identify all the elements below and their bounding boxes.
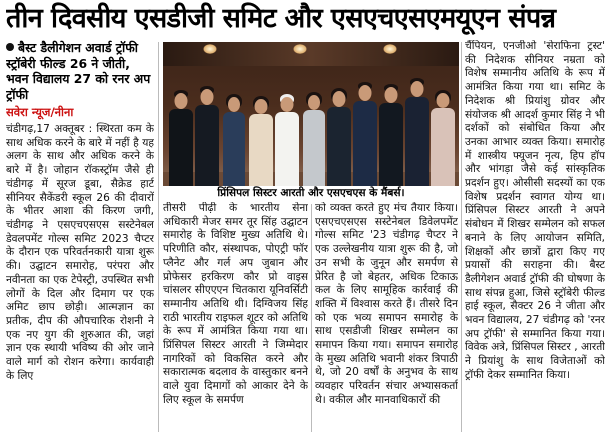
stage-light-icon (203, 44, 217, 54)
subheadline-text: बैस्ट डैलीगेशन अवार्ड ट्रॉफी स्ट्रॉबेरी फील्ड 26 ने जीती, भवन विद्यालय 27 को रनर अप ट्रॉफी (6, 40, 151, 102)
headline: तीन दिवसीय एसडीजी समिट और एसएचएसएमयूएन संपन्न (6, 3, 556, 34)
column-divider (311, 204, 312, 432)
person-figure (379, 84, 403, 186)
person-figure (195, 86, 219, 186)
person-figure (353, 82, 377, 186)
article-column-4 (465, 40, 605, 432)
person-figure (303, 92, 325, 186)
person-figure (405, 78, 429, 186)
person-figure (169, 90, 193, 186)
article-body-left: चंडीगढ़,17 अक्तूबर : स्थिरता कम के साथ अधिक करने के बारे में नहीं है यह अलग के साथ और अधिक करने के बारे में है। जोहान रॉकस्ट्रॉम जैसे ही चंडीगढ़ में सूरज डूबा, सैक्रेड हार्ट सीनियर सैकेंडरी स्कूल 26 की दीवारों के भीतर आशा की किरण जगी, चंडीगढ़ ने एसएचएसएस सस्टेनेबल डेवलपमेंट गोल्स समिट 2023 चैप्टर के दौरान एक परिवर्तनकारी यात्रा शुरू की। उद्घाटन समारोह, परंपरा और नवीनता का एक टेपेस्ट्री, उपस्थित सभी लोगों के दिल और दिमाग पर एक अमिट छाप छोड़ी। आत्मज्ञान का प्रतीक, दीप की औपचारिक रोशनी ने एक नए युग की शुरुआत की, जहां ज्ञान एक स्थायी भविष्य की ओर जाने वाले मार्ग को रोशन करेगा। कार्यवाही के लिए (6, 123, 154, 382)
person-figure (249, 96, 273, 186)
stage-light-icon (293, 44, 307, 54)
left-column (6, 40, 154, 432)
byline: सवेरा न्यूज/नीना (6, 105, 74, 120)
event-photo (163, 42, 459, 186)
person-figure (275, 94, 299, 186)
bullet-icon (6, 43, 14, 51)
article-body-right: चैंपियन, एनजीओ 'सेराफिना ट्रस्ट' की निदेशक सीनियर नम्रता को विशेष सम्मानीय अतिथि के रूप में आमंत्रित किया गया था। समिट के निदेशक श्री प्रियांशु ग्रोवर और संयोजक श्री आदर्श कुमार सिंह ने भी दर्शकों को संबोधित किया और उनका आभार व्यक्त किया। समारोह में शास्त्रीय फ्यूजन नृत्य, हिप हॉप और भांगड़ा जैसे कई सांस्कृतिक प्रदर्शन हुए। ओसीसी सदस्यों का एक विशेष प्रदर्शन स्वागत योग्य था। प्रिंसिपल सिस्टर आरती ने अपने संबोधन में शिखर सम्मेलन को सफल बनाने के लिए आयोजन समिति, शिक्षकों और छात्रों द्वारा किए गए प्रयासों की सराहना की। बैस्ट डैलीगेशन अवार्ड ट्रॉफी की घोषणा के साथ संपन्न हुआ, जिसे स्ट्रॉबेरी फील्ड हाई स्कूल, सैक्टर 26 ने जीता और भवन विद्यालय, 27 चंडीगढ़ को 'रनर अप ट्रॉफी' से सम्मानित किया गया। विवेक अत्रे, प्रिंसिपल सिस्टर , आरती ने प्रियांशु के साथ विजेताओं को ट्रॉफी देकर सम्मानित किया। (465, 40, 605, 381)
article-body-mid2: को व्यक्त करते हुए मंच तैयार किया। एसएचएसएस सस्टेनेबल डिवेलपमेंट गोल्स समिट '23 चंडीगढ़ चैप्टर ने एक उल्लेखनीय यात्रा शुरू की है, जो उन सभी के जुनून और समर्पण से प्रेरित है जो बेहतर, अधिक टिकाऊ कल के लिए सामूहिक कार्रवाई की शक्ति में विश्वास करते हैं। तीसरे दिन को एक भव्य समापन समारोह के साथ एसडीजी शिखर सम्मेलन का समापन किया गया। समापन समारोह के मुख्य अतिथि भवानी शंकर त्रिपाठी थे, जो 20 वर्षों के अनुभव के साथ व्यवहार परिवर्तन संचार अभ्यासकर्ता थे। वकील और मानवाधिकारों की (315, 202, 458, 406)
person-figure (431, 90, 455, 186)
article-body-mid1: तीसरी पीढ़ी के भारतीय सेना अधिकारी मेजर समर तूर सिंह उद्घाटन समारोह के विशिष्ट मुख्य अतिथि थे। परिणीति कौर, संस्थापक, पोएट्री फॉर प्लैनेट और गर्ल अप जुबान और प्रोफेसर हरकिरण कौर प्रो वाइस चांसलर सीएएएन चितकारा यूनिवर्सिटी सम्मानीय अतिथि थी। दिग्विजय सिंह राठी भारतीय राइफल शूटर को अतिथि के रूप में आमंत्रित किया गया था। प्रिंसिपल सिस्टर आरती ने जिम्मेदार नागरिकों को विकसित करने और सकारात्मक बदलाव के वास्तुकार बनने वाले युवा दिमागों को आकार देने के लिए स्कूल के समर्पण (163, 202, 308, 406)
subheadline (6, 40, 154, 102)
person-figure (223, 94, 245, 186)
person-figure (327, 88, 351, 186)
article-column-2 (163, 202, 308, 432)
column-divider (158, 42, 159, 432)
stage-light-icon (383, 44, 397, 54)
column-divider (461, 42, 462, 432)
photo-caption: प्रिंसिपल सिस्टर आरती और एसएचएस के मैंबर्स। (163, 186, 459, 201)
article-column-3 (315, 202, 458, 432)
